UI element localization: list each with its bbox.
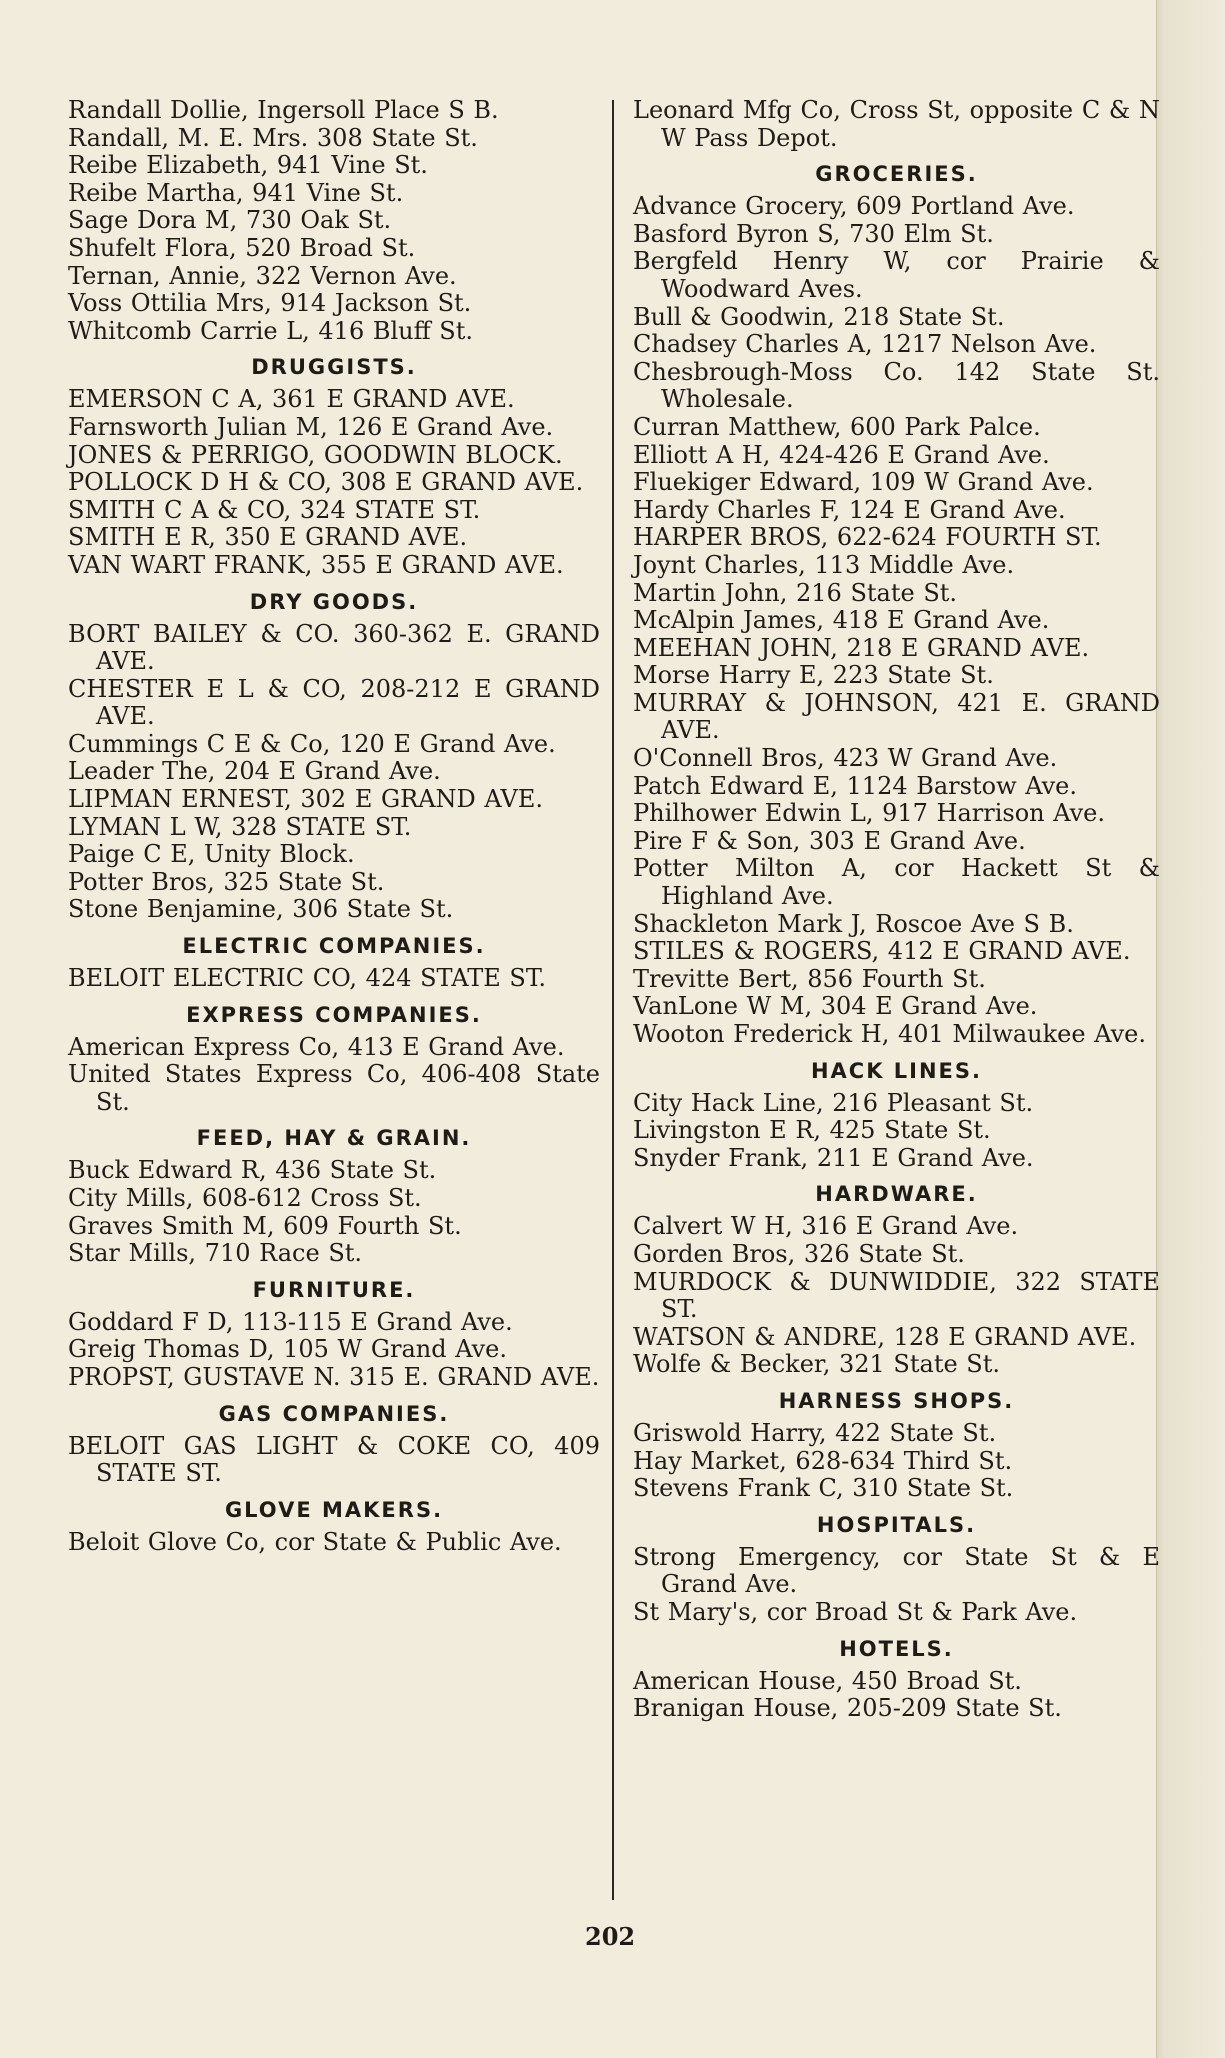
directory-entry: Hay Market, 628-634 Third St. [633,1446,1013,1475]
directory-entry: MURDOCK & DUNWIDDIE, 322 STATE ST. [633,1267,1160,1324]
directory-entry: Wolfe & Becker, 321 State St. [633,1350,1001,1379]
directory-entry: Livingston E R, 425 State St. [633,1116,991,1145]
directory-entry: VAN WART FRANK, 355 E GRAND AVE. [68,550,564,579]
directory-entry: Leader The, 204 E Grand Ave. [68,757,441,786]
directory-entry: American Express Co, 413 E Grand Ave. [68,1032,565,1061]
directory-entry: Basford Byron S, 730 Elm St. [633,219,994,248]
page-number: 202 [585,1922,636,1951]
directory-entry: Potter Bros, 325 State St. [68,867,385,896]
directory-entry: SMITH C A & CO, 324 STATE ST. [68,495,481,524]
directory-entry: Snyder Frank, 211 E Grand Ave. [633,1143,1034,1172]
directory-entry: Chesbrough-Moss Co. 142 State St. Wholesale. [633,357,1160,414]
directory-entry: Fluekiger Edward, 109 W Grand Ave. [633,468,1094,497]
directory-entry: STILES & ROGERS, 412 E GRAND AVE. [633,937,1131,966]
directory-entry: BELOIT ELECTRIC CO, 424 STATE ST. [68,964,546,993]
directory-entry: Calvert W H, 316 E Grand Ave. [633,1212,1019,1241]
section-heading: DRUGGISTS. [251,355,417,380]
directory-entry: McAlpin James, 418 E Grand Ave. [633,606,1050,635]
directory-entry: SMITH E R, 350 E GRAND AVE. [68,523,468,552]
directory-entry: Griswold Harry, 422 State St. [633,1418,997,1447]
directory-entry: Wooton Frederick H, 401 Milwaukee Ave. [633,1020,1146,1048]
section-heading: HOTELS. [839,1636,954,1661]
column-divider [612,100,614,1900]
directory-entry: Bull & Goodwin, 218 State St. [633,302,1005,331]
directory-entry: Stevens Frank C, 310 State St. [633,1474,1014,1503]
directory-entry: Pire F & Son, 303 E Grand Ave. [633,826,1026,855]
directory-entry: LYMAN L W, 328 STATE ST. [68,812,412,841]
directory-entry: Stone Benjamine, 306 State St. [68,895,454,924]
page-edge [1156,0,1225,2058]
directory-entry: Chadsey Charles A, 1217 Nelson Ave. [633,330,1097,359]
directory-entry: United States Express Co, 406-408 State St. [68,1060,600,1116]
directory-entry: Hardy Charles F, 124 E Grand Ave. [633,495,1066,524]
directory-entry: MURRAY & JOHNSON, 421 E. GRAND AVE. [633,688,1160,745]
directory-entry: Leonard Mfg Co, Cross St, opposite C & N W Pass Depot. [633,96,1160,152]
directory-entry: WATSON & ANDRE, 128 E GRAND AVE. [633,1322,1137,1351]
section-heading: DRY GOODS. [249,589,419,614]
directory-entry: Whitcomb Carrie L, 416 Bluff St. [68,316,474,345]
directory-entry: BORT BAILEY & CO. 360-362 E. GRAND AVE. [68,619,600,676]
directory-entry: Star Mills, 710 Race St. [68,1239,363,1268]
directory-entry: CHESTER E L & CO, 208-212 E GRAND AVE. [68,674,600,731]
directory-entry: LIPMAN ERNEST, 302 E GRAND AVE. [68,785,544,814]
directory-entry: EMERSON C A, 361 E GRAND AVE. [68,385,515,414]
directory-entry: Beloit Glove Co, cor State & Public Ave. [68,1527,562,1556]
section-heading: ELECTRIC COMPANIES. [182,934,486,959]
section-heading: HARNESS SHOPS. [778,1388,1015,1413]
directory-entry: Philhower Edwin L, 917 Harrison Ave. [633,799,1105,828]
directory-entry: Goddard F D, 113-115 E Grand Ave. [68,1307,513,1336]
section-heading: HOSPITALS. [816,1512,977,1537]
section-heading: GROCERIES. [815,162,978,187]
directory-entry: Sage Dora M, 730 Oak St. [68,206,392,235]
directory-entry: Randall Dollie, Ingersoll Place S B. [68,96,499,124]
section-heading: HARDWARE. [815,1182,978,1207]
directory-entry: PROPST, GUSTAVE N. 315 E. GRAND AVE. [68,1362,600,1391]
directory-entry: Greig Thomas D, 105 W Grand Ave. [68,1335,507,1364]
directory-entry: Voss Ottilia Mrs, 914 Jackson St. [68,289,472,318]
directory-entry: Morse Harry E, 223 State St. [633,661,994,690]
section-heading: FURNITURE. [252,1277,416,1302]
directory-entry: Gorden Bros, 326 State St. [633,1239,965,1268]
directory-entry: American House, 450 Broad St. [633,1666,1022,1695]
directory-entry: Paige C E, Unity Block. [68,840,355,869]
directory-entry: Bergfeld Henry W, cor Prairie & Woodward Aves. [633,247,1160,303]
directory-entry: Elliott A H, 424-426 E Grand Ave. [633,440,1050,469]
section-heading: HACK LINES. [810,1058,983,1083]
directory-entry: City Mills, 608-612 Cross St. [68,1184,422,1212]
directory-entry: Reibe Martha, 941 Vine St. [68,178,404,207]
directory-entry: Randall, M. E. Mrs. 308 State St. [68,123,478,152]
directory-entry: Reibe Elizabeth, 941 Vine St. [68,151,428,180]
directory-entry: VanLone W M, 304 E Grand Ave. [633,992,1038,1021]
directory-entry: Advance Grocery, 609 Portland Ave. [633,192,1075,221]
directory-entry: Shackleton Mark J, Roscoe Ave S B. [633,909,1074,938]
directory-entry: City Hack Line, 216 Pleasant St. [633,1088,1034,1117]
section-heading: EXPRESS COMPANIES. [186,1002,482,1027]
directory-entry: Curran Matthew, 600 Park Palce. [633,412,1041,441]
directory-entry: Patch Edward E, 1124 Barstow Ave. [633,771,1077,800]
directory-entry: Branigan House, 205-209 State St. [633,1694,1062,1723]
directory-entry: Shufelt Flora, 520 Broad St. [68,233,416,262]
section-heading: FEED, HAY & GRAIN. [196,1126,472,1151]
directory-entry: Farnsworth Julian M, 126 E Grand Ave. [68,412,554,441]
directory-entry: Cummings C E & Co, 120 E Grand Ave. [68,729,556,758]
directory-entry: Trevitte Bert, 856 Fourth St. [633,964,986,993]
directory-entry: Ternan, Annie, 322 Vernon Ave. [68,261,457,290]
directory-entry: St Mary's, cor Broad St & Park Ave. [633,1597,1078,1626]
directory-entry: Graves Smith M, 609 Fourth St. [68,1211,462,1240]
directory-entry: Martin John, 216 State St. [633,578,958,607]
directory-entry: MEEHAN JOHN, 218 E GRAND AVE. [633,633,1090,662]
right-column [633,97,1160,1723]
directory-entry: JONES & PERRIGO, GOODWIN BLOCK. [68,440,563,469]
directory-entry: Joynt Charles, 113 Middle Ave. [633,550,1015,579]
directory-entry: Buck Edward R, 436 State St. [68,1156,437,1185]
directory-entry: HARPER BROS, 622-624 FOURTH ST. [633,523,1102,552]
section-heading: GLOVE MAKERS. [224,1497,444,1522]
left-column [68,97,600,1556]
section-heading: GAS COMPANIES. [218,1401,450,1426]
directory-entry: Strong Emergency, cor State St & E Grand Ave. [633,1542,1160,1599]
directory-entry: BELOIT GAS LIGHT & COKE CO, 409 STATE ST. [68,1431,600,1488]
directory-entry: O'Connell Bros, 423 W Grand Ave. [633,744,1058,773]
directory-entry: POLLOCK D H & CO, 308 E GRAND AVE. [68,468,584,497]
directory-entry: Potter Milton A, cor Hackett St & Highland Ave. [633,854,1160,911]
